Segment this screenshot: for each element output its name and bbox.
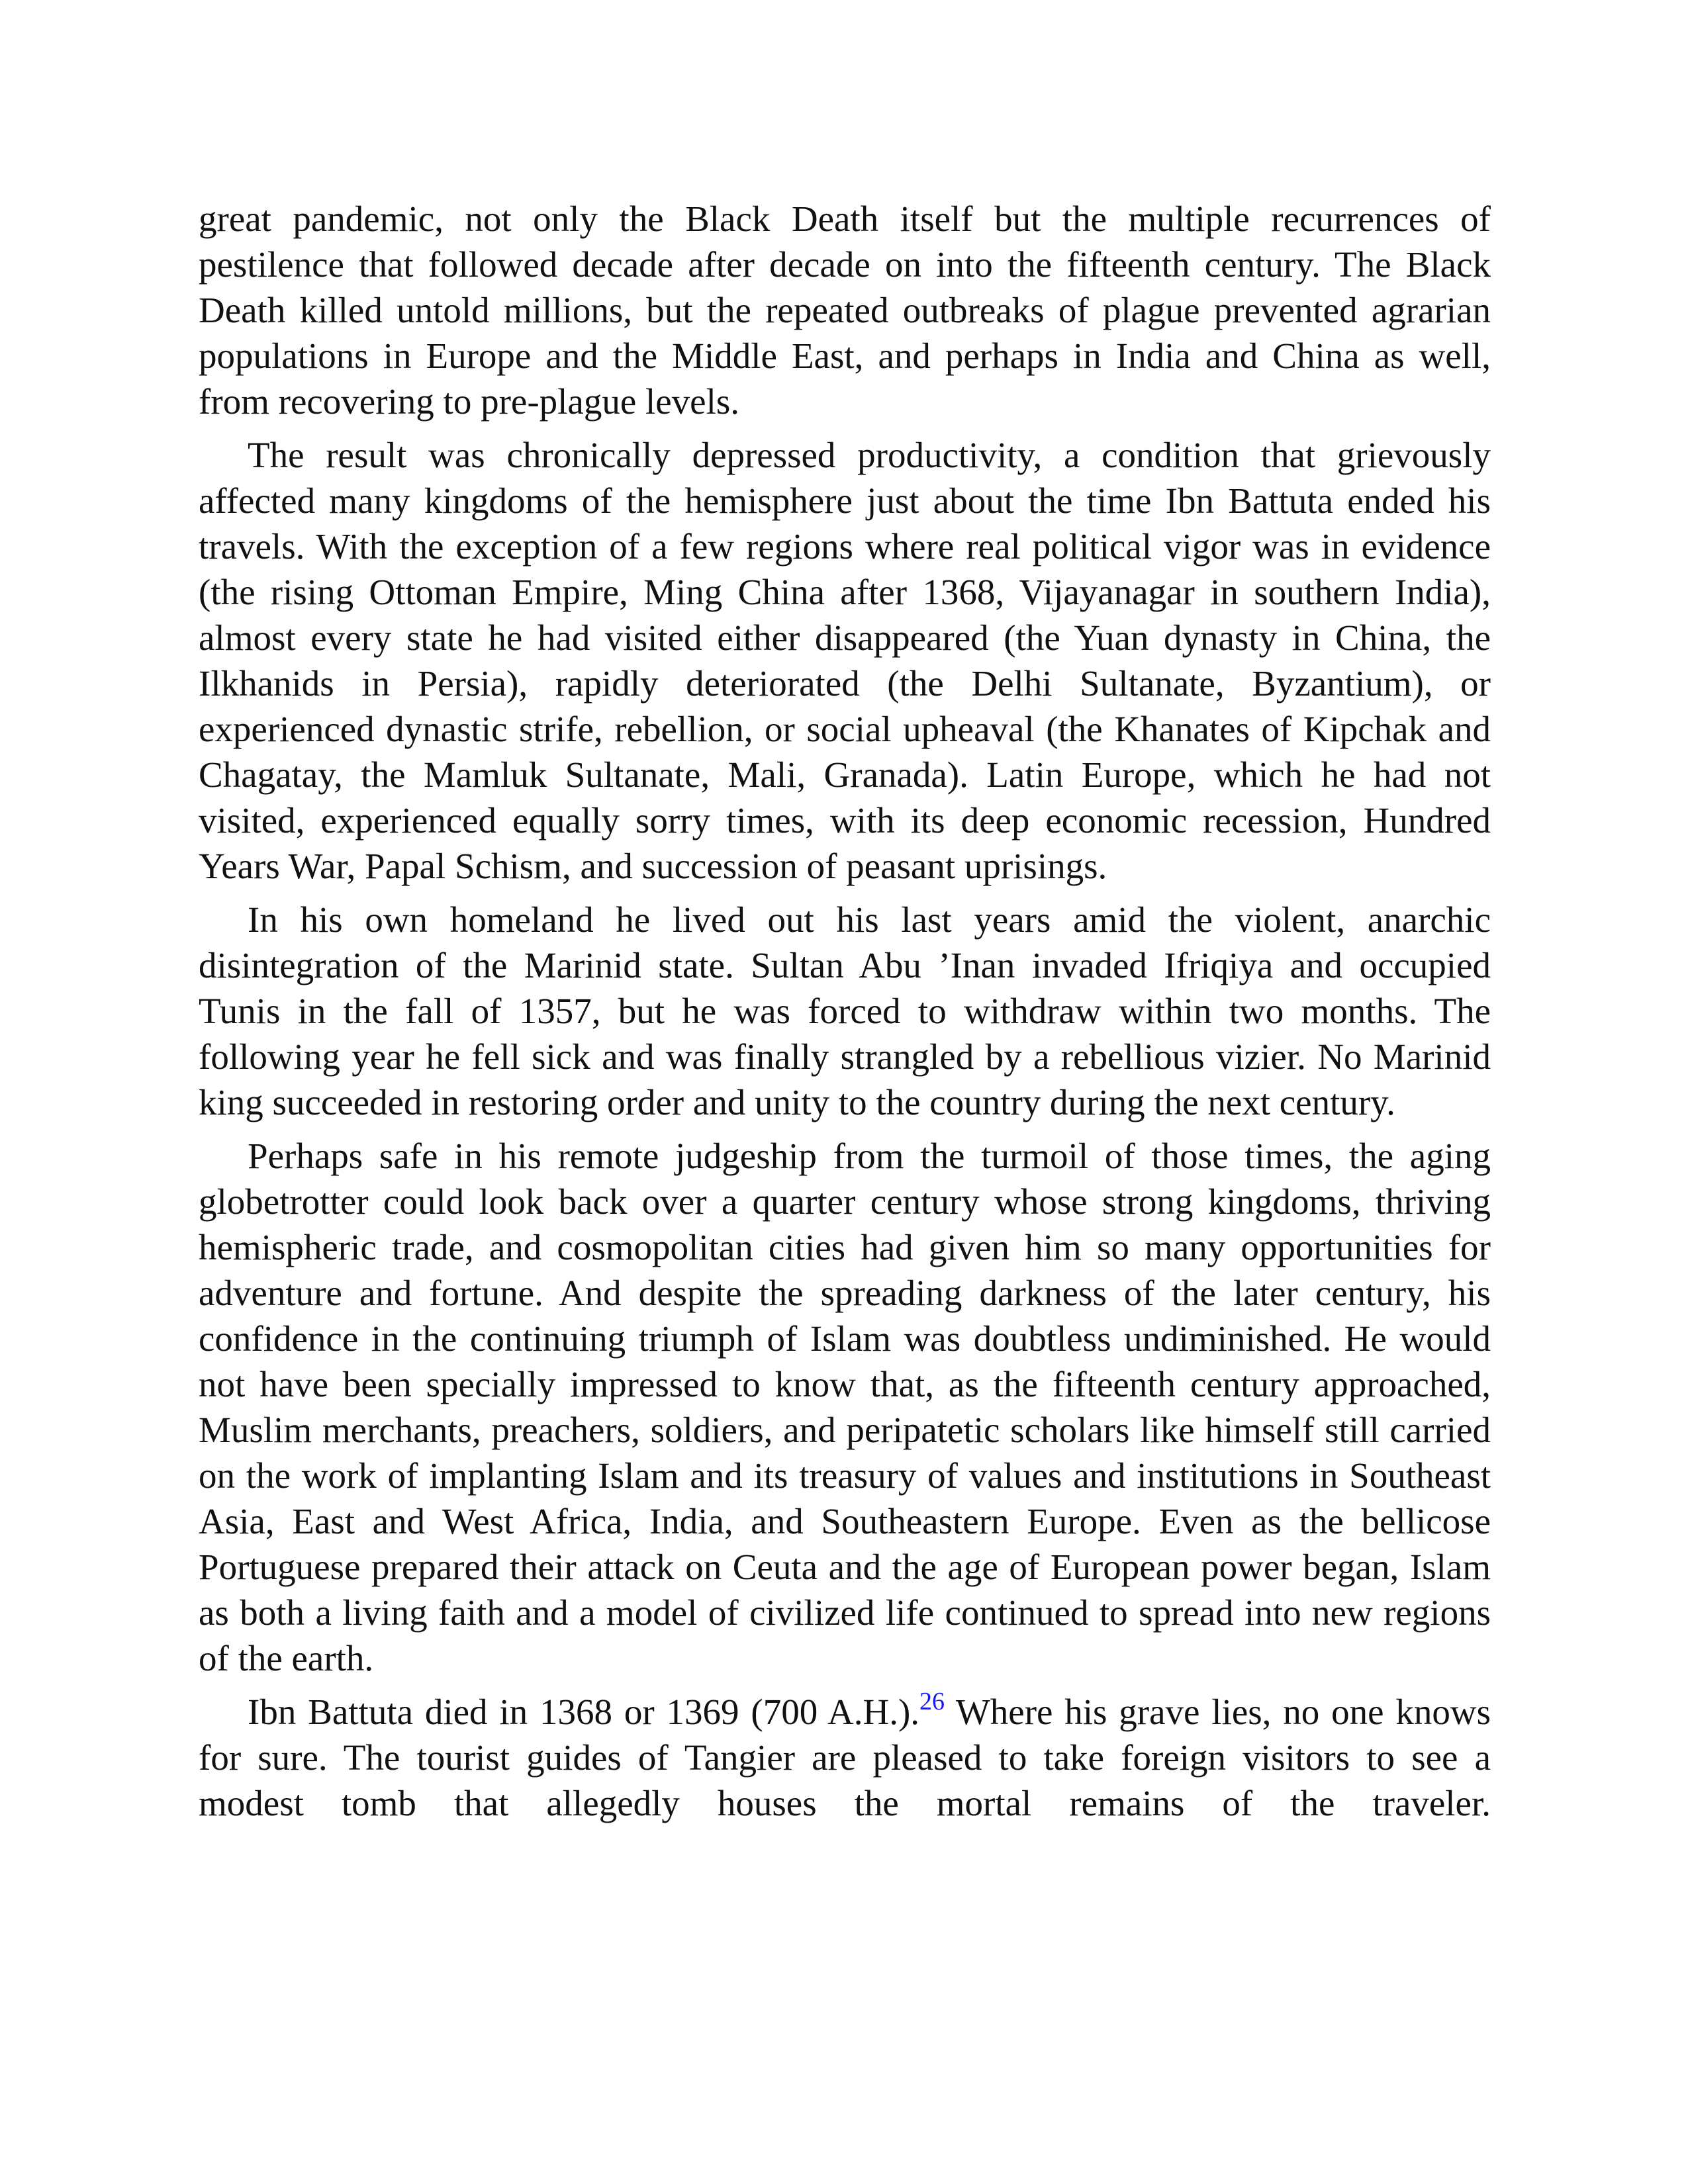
paragraph-homeland: In his own homeland he lived out his last years amid the violent, anarchic disintegration of the Marinid state. Sultan Abu ’Inan invaded Ifriqiya and occupied Tunis in the fall of 1357, but he was forced to withdraw within two months. The following year he fell sick and was finally strangled by a rebellious vizier. No Marinid king succeeded in restoring order and unity to the country during the next century. — [199, 899, 1491, 1122]
paragraph-death-continuation: Where his grave lies, no one knows for sure. The tourist guides of Tangier are pleased to take foreign visitors to see a modest tomb that allegedly houses the mortal remains of the traveler. — [199, 1692, 1491, 1823]
paragraph-death-text: Ibn Battuta died in 1368 or 1369 (700 A.H.). — [248, 1692, 920, 1732]
paragraph-globetrotter: Perhaps safe in his remote judgeship from the turmoil of those times, the aging globetrotter could look back over a quarter century whose strong kingdoms, thriving hemispheric trade, and cosmopolitan cities had given him so many opportunities for adventure and fortune. And despite the spreading darkness of the later century, his confidence in the continuing triumph of Islam was doubtless undiminished. He would not have been specially impressed to know that, as the fifteenth century approached, Muslim merchants, preachers, soldiers, and peripatetic scholars like himself still carried on the work of implanting Islam and its treasury of values and institutions in Southeast Asia, East and West Africa, India, and Southeastern Europe. Even as the bellicose Portuguese prepared their attack on Ceuta and the age of European power began, Islam as both a living faith and a model of civilized life continued to spread into new regions of the earth. — [199, 1136, 1491, 1678]
document-page — [199, 196, 1491, 1826]
footnote-link[interactable]: 26 — [919, 1688, 945, 1715]
paragraph-productivity: The result was chronically depressed productivity, a condition that grievously affected many kingdoms of the hemisphere just about the time Ibn Battuta ended his travels. With the exception of a few regions where real political vigor was in evidence (the rising Ottoman Empire, Ming China after 1368, Vijayanagar in southern India), almost every state he had visited either disappeared (the Yuan dynasty in China, the Ilkhanids in Persia), rapidly deteriorated (the Delhi Sultanate, Byzantium), or experienced dynastic strife, rebellion, or social upheaval (the Khanates of Kipchak and Chagatay, the Mamluk Sultanate, Mali, Granada). Latin Europe, which he had not visited, experienced equally sorry times, with its deep economic recession, Hundred Years War, Papal Schism, and succession of peasant uprisings. — [199, 435, 1491, 886]
paragraph-death — [199, 1689, 1491, 1826]
paragraph-continued: great pandemic, not only the Black Death itself but the multiple recurrences of pestilence that followed decade after decade on into the fifteenth century. The Black Death killed untold millions, but the repeated outbreaks of plague prevented agrarian populations in Europe and the Middle East, and perhaps in India and China as well, from recovering to pre-plague levels. — [199, 199, 1491, 422]
